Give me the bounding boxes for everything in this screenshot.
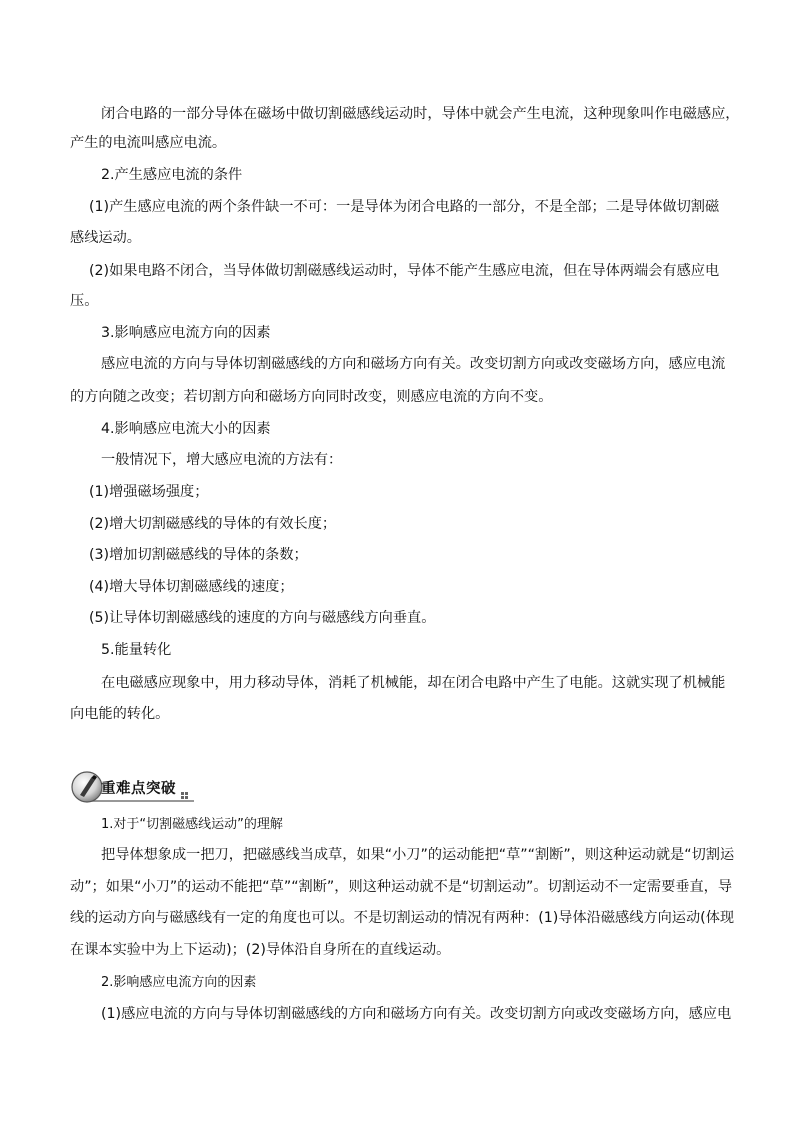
list-item: (5)让导体切割磁感线的速度的方向与磁感线方向垂直。 bbox=[89, 610, 436, 626]
paragraph-line: 压。 bbox=[70, 293, 99, 309]
list-item: (3)增加切割磁感线的导体的条数； bbox=[89, 547, 308, 563]
paragraph-line: (1)感应电流的方向与导体切割磁感线的方向和磁场方向有关。改变切割方向或改变磁场方向，感应电 bbox=[101, 1006, 732, 1022]
paragraph-line: 一般情况下，增大感应电流的方法有： bbox=[101, 452, 343, 468]
paragraph-line: 感应电流的方向与导体切割磁感线的方向和磁场方向有关。改变切割方向或改变磁场方向，感应电流 bbox=[101, 356, 726, 372]
section-heading: 1.对于“切割磁感线运动”的理解 bbox=[101, 817, 283, 832]
section-heading: 2.影响感应电流方向的因素 bbox=[101, 975, 257, 990]
paragraph-line: 闭合电路的一部分导体在磁场中做切割磁感线运动时，导体中就会产生电流，这种现象叫作电磁感应， bbox=[101, 106, 740, 122]
paragraph-line: 动”；如果“小刀”的运动不能把“草”“割断”，则这种运动就不是“切割运动”。切割运动不一定需要垂直，导 bbox=[70, 879, 733, 895]
banner-title: 重难点突破 bbox=[101, 781, 176, 797]
paragraph-line: (2)如果电路不闭合，当导体做切割磁感线运动时，导体不能产生感应电流，但在导体两端会有感应电 bbox=[89, 263, 720, 279]
paragraph-line: 的方向随之改变；若切割方向和磁场方向同时改变，则感应电流的方向不变。 bbox=[70, 389, 553, 405]
paragraph-line: 把导体想象成一把刀，把磁感线当成草，如果“小刀”的运动能把“草”“割断”，则这种运动就是“切割运 bbox=[101, 847, 735, 863]
section-heading: 2.产生感应电流的条件 bbox=[101, 167, 243, 183]
paragraph-line: 线的运动方向与磁感线有一定的角度也可以。不是切割运动的情况有两种：(1)导体沿磁感线方向运动(体现 bbox=[70, 910, 735, 926]
list-item: (4)增大导体切割磁感线的速度； bbox=[89, 579, 294, 595]
list-item: (1)增强磁场强度； bbox=[89, 484, 209, 500]
section-heading: 5.能量转化 bbox=[101, 642, 172, 658]
section-heading: 4.影响感应电流大小的因素 bbox=[101, 421, 271, 437]
paragraph-line: 在课本实验中为上下运动)；(2)导体沿自身所在的直线运动。 bbox=[70, 942, 451, 958]
paragraph-line: 向电能的转化。 bbox=[70, 706, 170, 722]
paragraph-line: 在电磁感应现象中，用力移动导体，消耗了机械能，却在闭合电路中产生了电能。这就实现了机械能 bbox=[101, 675, 726, 691]
paragraph-line: 感线运动。 bbox=[70, 230, 141, 246]
section-heading: 3.影响感应电流方向的因素 bbox=[101, 325, 271, 341]
paragraph-line: (1)产生感应电流的两个条件缺一不可：一是导体为闭合电路的一部分，不是全部；二是导体做切割磁 bbox=[89, 199, 720, 215]
list-item: (2)增大切割磁感线的导体的有效长度； bbox=[89, 516, 337, 532]
paragraph-line: 产生的电流叫感应电流。 bbox=[70, 135, 227, 151]
